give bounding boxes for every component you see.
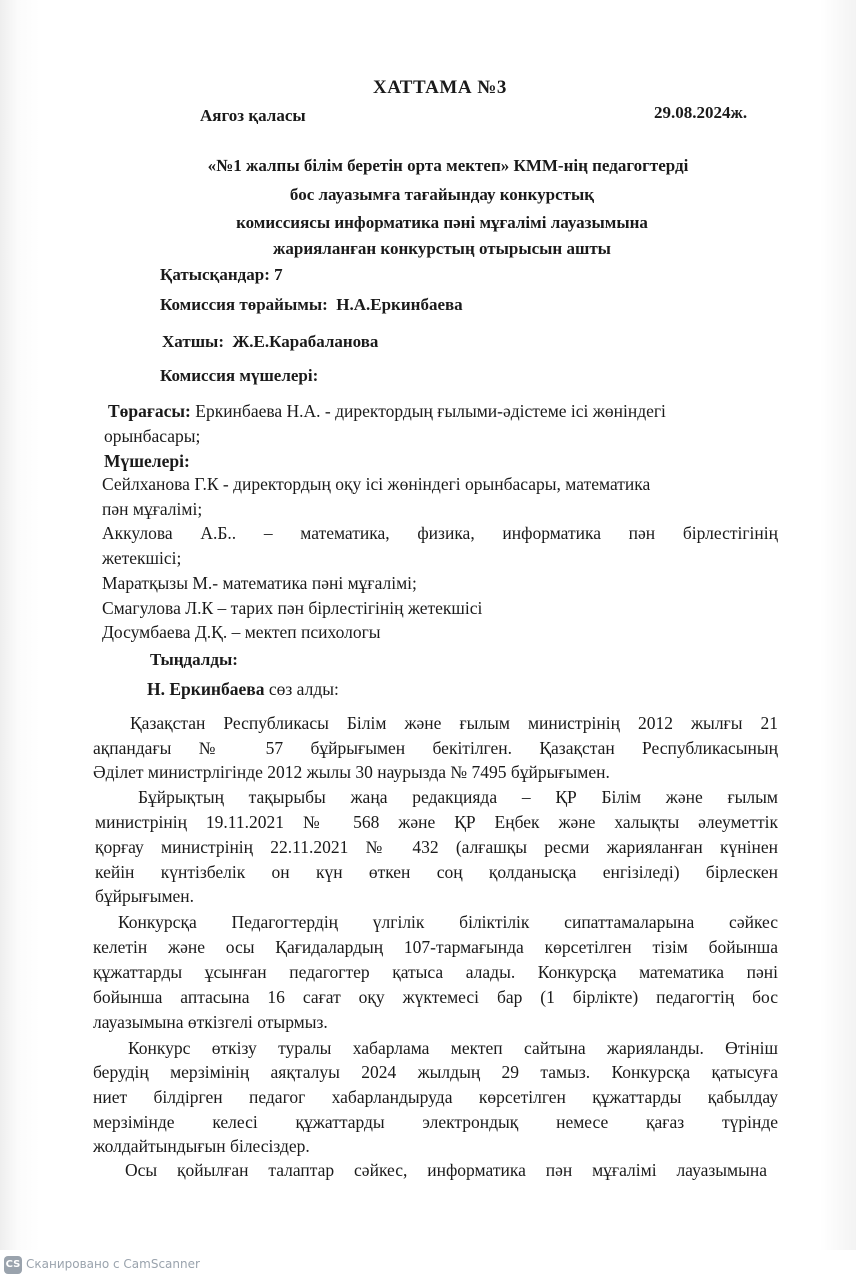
heading-line-1: «№1 жалпы білім беретін орта мектеп» КММ-нің педагогтерді: [207, 156, 689, 175]
body-p2-line-3: қорғау министрінің 22.11.2021 № 432 (алғашқы ресми жарияланған күнінен: [95, 837, 778, 857]
member-line-5: Маратқызы М.- математика пәні мұғалімі;: [102, 573, 417, 593]
speaker-line: [147, 679, 339, 700]
body-p2-line-2: министрінің 19.11.2021 № 568 және ҚР Еңбек және халықты әлеуметтік: [95, 812, 778, 832]
body-p1-line-2: ақпандағы № 57 бұйрығымен бекітілген. Қазақстан Республикасының: [93, 738, 778, 758]
listened-label: Тыңдалды:: [150, 650, 238, 669]
member-line-6: Смагулова Л.К – тарих пән бірлестігінің жетекшісі: [102, 598, 483, 618]
chair-name: Н.А.Еркинбаева: [336, 295, 463, 314]
body-p1-line-1: Қазақстан Республикасы Білім және ғылым министрінің 2012 жылғы 21: [130, 713, 778, 733]
body-p2-line-4: кейін күнтізбелік он күн өткен соң қолданысқа енгізіледі) бірлескен: [95, 862, 778, 882]
body-p3-line-4: бойынша аптасына 16 сағат оқу жүктемесі бар (1 бірлікте) педагогтің бос: [93, 987, 778, 1007]
heading-line-3: комиссиясы информатика пәні мұғалімі лауазымына: [236, 213, 648, 232]
body-p4-line-2: берудің мерзімінің аяқталуы 2024 жылдың 29 тамыз. Конкурсқа қатысуға: [93, 1062, 778, 1082]
chairman-text: Еркинбаева Н.А. - директордың ғылыми-әдістеме ісі жөніндегі: [190, 401, 666, 421]
secretary-label: Хатшы:: [162, 332, 224, 351]
member-line-3: Аккулова А.Б.. – математика, физика, информатика пән бірлестігінің: [102, 523, 778, 543]
member-line-1: Сейлханова Г.К - директордың оқу ісі жөніндегі орынбасары, математика: [102, 474, 651, 494]
participants-line: Қатысқандар: 7: [160, 265, 283, 284]
chairman-line-2: орынбасары;: [104, 426, 201, 446]
document-date: 29.08.2024ж.: [654, 103, 748, 122]
chairman-label: Төрағасы:: [108, 401, 191, 421]
body-p3-line-1: Конкурсқа Педагогтердің үлгілік біліктілік сипаттамаларына сәйкес: [118, 912, 778, 932]
chair-label: Комиссия төрайымы:: [160, 295, 328, 314]
city-name: Аягоз қаласы: [200, 106, 306, 125]
scanner-watermark: Сканировано с CamScanner: [26, 1257, 200, 1271]
heading-line-2: бос лауазымға тағайындау конкурстық: [289, 185, 595, 204]
member-line-7: Досумбаева Д.Қ. – мектеп психологы: [102, 622, 381, 642]
chair-line: [160, 295, 463, 315]
body-p3-line-3: құжаттарды ұсынған педагогтер қатыса алады. Конкурсқа математика пәні: [93, 962, 778, 982]
body-p3-line-2: келетін және осы Қағидалардың 107-тармағында көрсетілген тізім бойынша: [93, 937, 778, 957]
body-p4-line-3: ниет білдірген педагог хабарландыруда көрсетілген құжаттарды қабылдау: [93, 1087, 778, 1107]
body-p3-line-5: лауазымына өткізгелі отырмыз.: [93, 1012, 328, 1032]
body-p4-line-1: Конкурс өткізу туралы хабарлама мектеп сайтына жарияланды. Өтініш: [128, 1038, 778, 1058]
members-label: Мүшелері:: [104, 451, 190, 471]
secretary-name: Ж.Е.Карабаланова: [232, 332, 379, 351]
body-p1-line-3: Әділет министрлігінде 2012 жылы 30 наурызда № 7495 бұйрығымен.: [93, 762, 610, 782]
member-line-4: жетекшісі;: [102, 548, 182, 568]
camscanner-logo-icon: CS: [4, 1256, 22, 1274]
body-p4-line-5: жолдайтындығын білесіздер.: [93, 1136, 310, 1156]
speaker-text: сөз алды:: [264, 679, 339, 699]
secretary-line: [162, 332, 378, 352]
body-p4-line-4: мерзімінде келесі құжаттарды электрондық немесе қағаз түрінде: [93, 1112, 778, 1132]
heading-line-4: жарияланған конкурстың отырысын ашты: [273, 239, 611, 258]
chairman-line-1: [108, 401, 666, 422]
speaker-name: Н. Еркинбаева: [147, 679, 265, 699]
document-title: ХАТТАМА №3: [373, 77, 507, 98]
body-p2-line-5: бұйрығымен.: [95, 886, 195, 906]
body-p2-line-1: Бұйрықтың тақырыбы жаңа редакцияда – ҚР Білім және ғылым: [138, 787, 778, 807]
member-line-2: пән мұғалімі;: [102, 499, 203, 519]
members-heading: Комиссия мүшелері:: [160, 366, 319, 385]
body-p5-line-1: Осы қойылған талаптар сәйкес, информатика пән мұғалімі лауазымына: [125, 1160, 767, 1180]
